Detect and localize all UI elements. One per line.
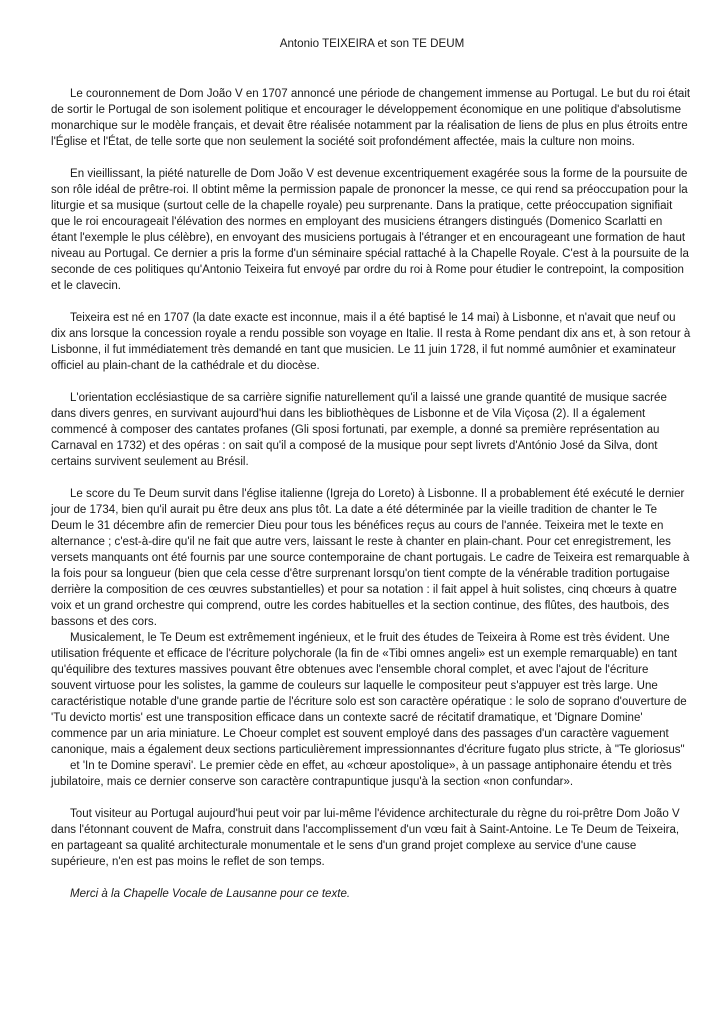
paragraph-in-te-domine: et 'In te Domine speravi'. Le premier cède en effet, au «chœur apostolique», à un passage antiphonaire étendu et très jubilatoire, mais ce dernier conserve son caractère contrapuntique jusqu'à la section «non confundar». [51,760,672,788]
paragraph-birth: Teixeira est né en 1707 (la date exacte est inconnue, mais il a été baptisé le 14 mai) à Lisbonne, et n'avait que neuf ou dix ans lorsque la concession royale a rendu possible son voyage en Italie. Il resta à Rome pendant dix ans et, à son retour à Lisbonne, il fut immédiatement très demandé en tant que musicien. Le 11 juin 1728, il fut nommé aumônier et examinateur officiel au plain-chant de la cathédrale et du diocèse. [51,312,691,372]
paragraph-career: L'orientation ecclésiastique de sa carrière signifie naturellement qu'il a laissé une grande quantité de musique sacrée dans divers genres, en survivant aujourd'hui dans les bibliothèques de Lisbonne et de Vila Viçosa (2). Il a également commencé à composer des cantates profanes (Gli sposi fortunati, par exemple, a donné sa première représentation au Carnaval en 1732) et des opéras : on sait qu'il a composé de la musique pour sept livrets d'António José da Silva, dont certains survivent seulement au Brésil. [51,392,667,468]
paragraph-coronation: Le couronnement de Dom João V en 1707 annoncé une période de changement immense au Portugal. Le but du roi était de sortir le Portugal de son isolement politique et encourager le développement économique en une politique d'absolutisme monarchique sur le modèle français, et devait être réalisée notamment par la réalisation de liens de plus en plus étroits entre l'Église et l'État, de telle sorte que non seulement la société soit profondément affectée, mais la culture non moins. [51,88,691,148]
paragraph-score: Le score du Te Deum survit dans l'église italienne (Igreja do Loreto) à Lisbonne. Il a probablement été exécuté le dernier jour de 1734, bien qu'il aurait pu être deux ans plus tôt. La date a été déterminée par la vieille tradition de chanter le Te Deum le 31 décembre afin de remercier Dieu pour tous les bénéfices reçus au cours de l'année. Teixeira met le texte en alternance ; c'est-à-dire qu'il ne fait que autre vers, laissant le reste à chanter en plain-chant. Pour cet enregistrement, les versets manquants ont été fournis par une source contemporaine de chant portugais. Le cadre de Teixeira est remarquable à la fois pour sa longueur (bien que cela cesse d'être surprenant lorsqu'on tient compte de la vénérable tradition portugaise derrière la composition de ces œuvres substantielles) et pour sa notation : il fait appel à huit solistes, cinq chœurs à quatre voix et un grand orchestre qui comprend, outre les cordes habituelles et la section continue, des flûtes, des hautbois, des bassons et des cors. [51,488,690,628]
paragraph-piety: En vieillissant, la piété naturelle de Dom João V est devenue excentriquement exagérée sous la forme de la poursuite de son rôle idéal de prêtre-roi. Il obtint même la permission papale de prononcer la messe, ce qui rend sa préoccupation pour la liturgie et sa musique (surtout celle de la chapelle royale) peu surprenante. Dans la pratique, cette préoccupation signifiait que le roi encourageait l'élévation des normes en employant des musiciens étrangers distingués (Domenico Scarlatti en étant l'exemple le plus célèbre), en envoyant des musiciens portugais à l'étranger et en encourageant une formation de haut niveau au Portugal. Ce dernier a pris la forme d'un séminaire spécial rattaché à la Chapelle Royale. C'est à la poursuite de la seconde de ces politiques qu'Antonio Teixeira fut envoyé par ordre du roi à Rome pour étudier le contrepoint, la composition et le clavecin. [51,168,689,292]
credit-line: Merci à la Chapelle Vocale de Lausanne pour ce texte. [70,888,351,900]
document-page [51,36,691,902]
paragraph-musically: Musicalement, le Te Deum est extrêmement ingénieux, et le fruit des études de Teixeira à Rome est très évident. Une utilisation fréquente et efficace de l'écriture polychorale (la fin de «Tibi omnes angeli» est un exemple remarquable) en tant qu'équilibre des textures massives pouvant être obtenues avec l'ensemble choral complet, et avec l'ajout de l'écriture souvent virtuose pour les solistes, la gamme de couleurs sur laquelle le compositeur peut s'appuyer est très large. Une caractéristique notable d'une grande partie de l'écriture solo est son caractère opératique : le solo de soprano d'ouverture de 'Tu devicto mortis' est une transposition efficace dans un contexte sacré de récitatif dramatique, et 'Dignare Domine' commence par un aria miniature. Le Choeur complet est souvent employé dans des passages d'un caractère vaguement canonique, mais a également deux sections particulièrement impressionnantes d'écriture fugato plus stricte, à "Te gloriosus" [51,632,687,756]
paragraph-visitor: Tout visiteur au Portugal aujourd'hui peut voir par lui-même l'évidence architecturale du règne du roi-prêtre Dom João V dans l'étonnant couvent de Mafra, construit dans l'accomplissement d'un vœu fait à Saint-Antoine. Le Te Deum de Teixeira, en partageant sa qualité architecturale monumentale et le sens d'un grand projet complexe au service d'une cause supérieure, n'en est pas moins le reflet de son temps. [51,808,680,868]
document-title: Antonio TEIXEIRA et son TE DEUM [279,37,465,50]
